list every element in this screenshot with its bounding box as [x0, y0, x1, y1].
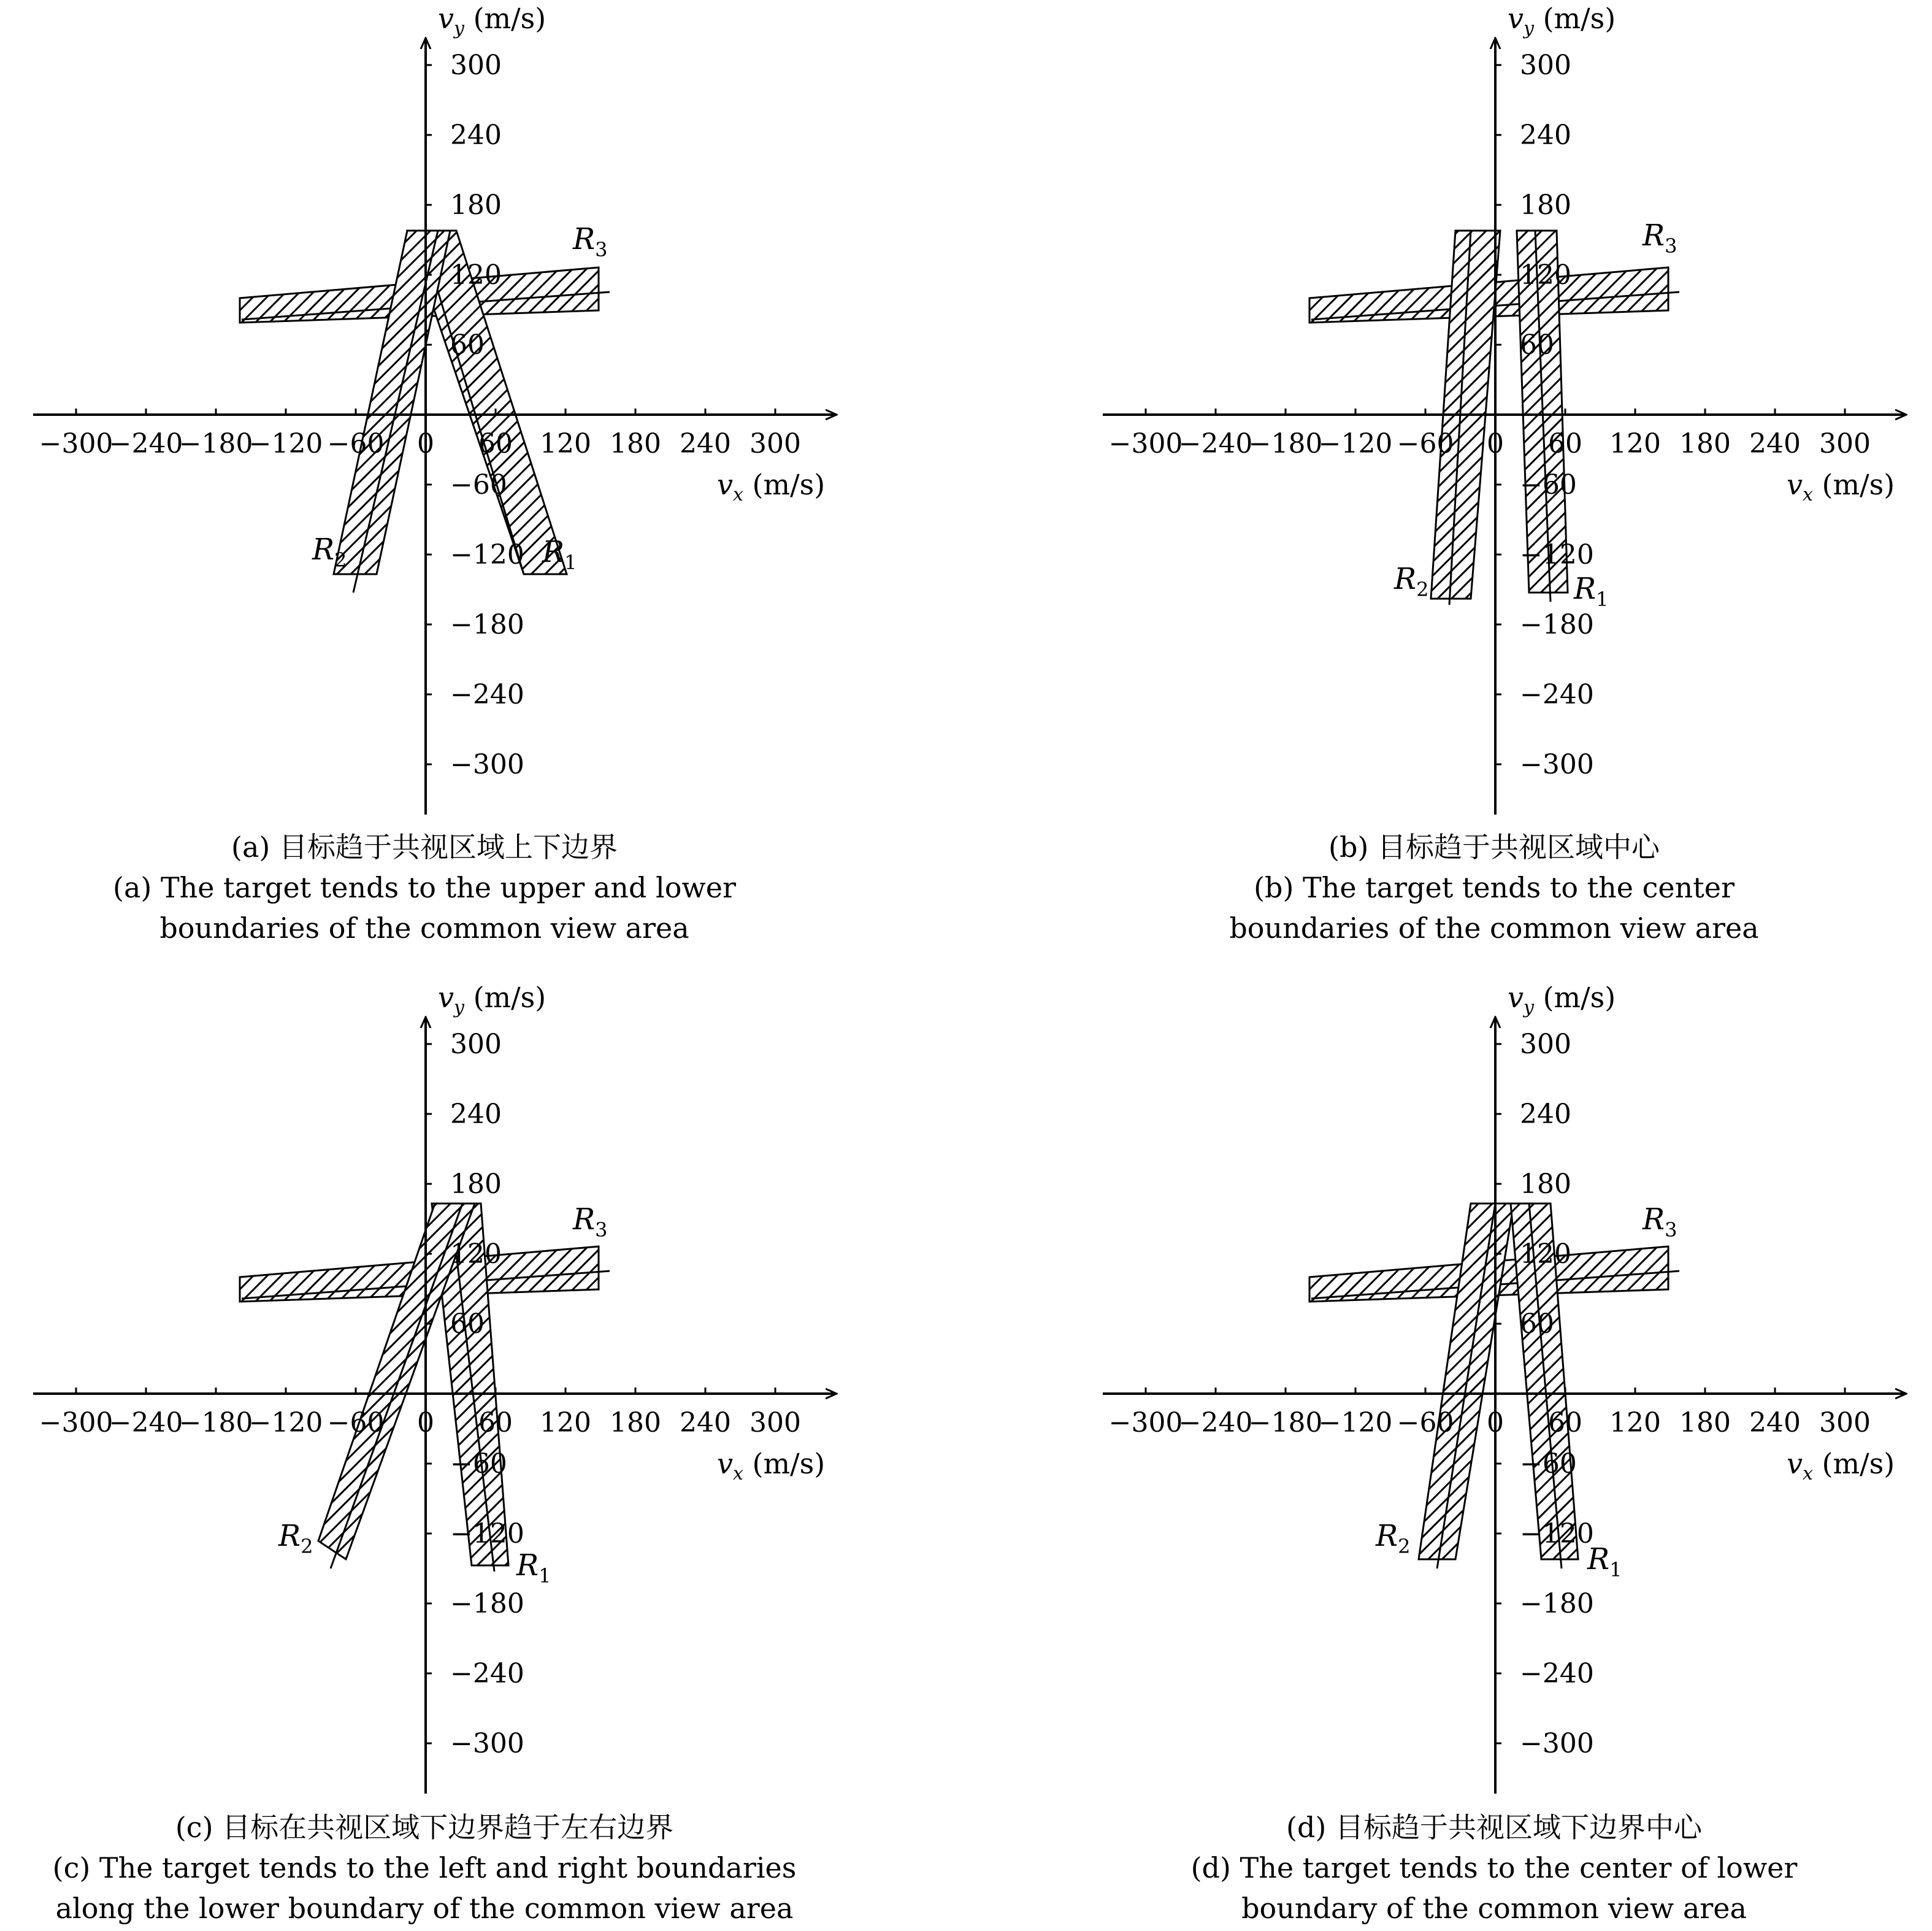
- x-tick-label: −300: [1108, 428, 1183, 459]
- x-tick-label: −300: [39, 428, 113, 459]
- region-r2-band: [334, 231, 450, 574]
- x-tick-label: −240: [1178, 1407, 1253, 1438]
- x-tick-label: 300: [749, 428, 801, 459]
- region-label-r2: $R_2$: [1376, 1519, 1411, 1558]
- x-tick-label: 180: [1679, 428, 1731, 459]
- caption-en-a-2: boundaries of the common view area: [159, 912, 689, 945]
- caption-panel-b: [1095, 827, 1893, 948]
- region-label-r1: $R_1$: [542, 535, 577, 574]
- y-tick-label: −60: [450, 469, 507, 501]
- y-tick-label: −300: [1520, 749, 1594, 780]
- x-tick-label: 60: [1548, 1407, 1582, 1438]
- x-tick-label: −180: [178, 428, 253, 459]
- y-tick-label: 180: [1520, 190, 1571, 221]
- y-tick-label: −240: [1520, 679, 1594, 710]
- caption-panel-d: [1095, 1807, 1893, 1929]
- caption-cn-d: (d) 目标趋于共视区域下边界中心: [1286, 1811, 1702, 1844]
- region-label-r3: $R_3$: [573, 1202, 608, 1242]
- x-tick-label: 0: [1487, 1407, 1504, 1438]
- y-axis-label: $v_y$ (m/s): [438, 981, 546, 1018]
- x-tick-label: −240: [1178, 428, 1253, 459]
- y-tick-label: 300: [450, 1029, 502, 1060]
- caption-en-a-1: (a) The target tends to the upper and lower: [113, 871, 736, 904]
- caption-cn-c: (c) 目标在共视区域下边界趋于左右边界: [175, 1811, 674, 1844]
- region-label-r2: $R_2$: [278, 1519, 313, 1558]
- y-axis-label: $v_y$ (m/s): [1508, 981, 1616, 1018]
- y-tick-label: −120: [1520, 539, 1594, 570]
- y-tick-label: −180: [450, 609, 524, 640]
- x-tick-label: 60: [478, 428, 513, 459]
- x-tick-label: −120: [1318, 428, 1393, 459]
- y-tick-label: 60: [1520, 1308, 1554, 1340]
- region-r2-center-line: [331, 1204, 462, 1568]
- y-tick-label: −60: [1520, 1448, 1577, 1480]
- x-tick-label: 300: [749, 1407, 801, 1438]
- y-tick-label: 120: [450, 1238, 502, 1270]
- x-tick-label: 0: [1487, 428, 1504, 459]
- y-tick-label: −60: [450, 1448, 507, 1480]
- region-label-r3: $R_3$: [1643, 1202, 1677, 1242]
- x-axis-label: $v_x$ (m/s): [717, 1447, 826, 1484]
- x-tick-label: −240: [109, 428, 183, 459]
- y-tick-label: 240: [450, 120, 502, 151]
- caption-en-d-2: boundary of the common view area: [1241, 1892, 1747, 1925]
- y-tick-label: −300: [1520, 1728, 1594, 1759]
- x-tick-label: −180: [1248, 1407, 1323, 1438]
- x-tick-label: 240: [680, 428, 731, 459]
- y-tick-label: 240: [1520, 120, 1571, 151]
- velocity-plot-c: [33, 981, 837, 1794]
- y-axis-label: $v_y$ (m/s): [438, 2, 546, 39]
- caption-cn-b: (b) 目标趋于共视区域中心: [1328, 831, 1660, 864]
- region-label-r2: $R_2$: [312, 532, 347, 572]
- x-tick-label: 300: [1819, 1407, 1871, 1438]
- x-tick-label: −60: [1397, 1407, 1454, 1438]
- y-tick-label: 240: [450, 1099, 502, 1130]
- y-tick-label: 180: [450, 190, 502, 221]
- x-tick-label: 180: [610, 1407, 661, 1438]
- y-tick-label: −240: [450, 1658, 524, 1689]
- x-tick-label: −180: [1248, 428, 1323, 459]
- x-tick-label: 120: [1609, 1407, 1661, 1438]
- x-tick-label: −120: [1318, 1407, 1393, 1438]
- caption-en-c-1: (c) The target tends to the left and right boundaries: [52, 1851, 797, 1884]
- x-tick-label: −60: [327, 428, 385, 459]
- region-label-r3: $R_3$: [1643, 218, 1677, 258]
- x-tick-label: 60: [1548, 428, 1582, 459]
- x-tick-label: −60: [327, 1407, 385, 1438]
- y-tick-label: −120: [1520, 1518, 1594, 1549]
- x-tick-label: 240: [1749, 428, 1801, 459]
- y-tick-label: 240: [1520, 1099, 1571, 1130]
- velocity-plot-a: [33, 2, 837, 815]
- y-tick-label: −120: [450, 539, 524, 570]
- y-tick-label: 300: [1520, 1029, 1571, 1060]
- y-tick-label: 120: [1520, 259, 1571, 291]
- caption-en-b-2: boundaries of the common view area: [1229, 912, 1759, 945]
- x-tick-label: 0: [417, 1407, 434, 1438]
- y-tick-label: 300: [1520, 50, 1571, 81]
- x-axis-label: $v_x$ (m/s): [1787, 468, 1895, 505]
- x-tick-label: −300: [39, 1407, 113, 1438]
- caption-panel-a: [26, 827, 823, 948]
- y-tick-label: 180: [450, 1169, 502, 1200]
- x-tick-label: 120: [1609, 428, 1661, 459]
- y-tick-label: −240: [450, 679, 524, 710]
- y-tick-label: −180: [1520, 1588, 1594, 1619]
- y-tick-label: −120: [450, 1518, 524, 1549]
- y-tick-label: 120: [450, 259, 502, 291]
- x-tick-label: 120: [540, 428, 591, 459]
- y-tick-label: 60: [450, 1308, 485, 1340]
- x-tick-label: −240: [109, 1407, 183, 1438]
- y-tick-label: −300: [450, 749, 524, 780]
- y-tick-label: 180: [1520, 1169, 1571, 1200]
- y-tick-label: 120: [1520, 1238, 1571, 1270]
- x-tick-label: 60: [478, 1407, 513, 1438]
- region-label-r1: $R_1$: [1587, 1542, 1622, 1581]
- y-tick-label: 60: [1520, 329, 1554, 361]
- y-tick-label: 60: [450, 329, 485, 361]
- x-tick-label: −300: [1108, 1407, 1183, 1438]
- y-tick-label: −180: [1520, 609, 1594, 640]
- region-label-r2: $R_2$: [1394, 562, 1429, 601]
- x-tick-label: 240: [1749, 1407, 1801, 1438]
- caption-en-c-2: along the lower boundary of the common view area: [55, 1892, 794, 1925]
- x-axis-label: $v_x$ (m/s): [1787, 1447, 1895, 1484]
- velocity-plot-b: [1103, 2, 1906, 815]
- x-tick-label: −60: [1397, 428, 1454, 459]
- y-tick-label: −60: [1520, 469, 1577, 501]
- y-tick-label: −180: [450, 1588, 524, 1619]
- x-tick-label: −120: [248, 428, 323, 459]
- y-tick-label: 300: [450, 50, 502, 81]
- velocity-plot-d: [1103, 981, 1906, 1794]
- x-tick-label: −120: [248, 1407, 323, 1438]
- y-tick-label: −300: [450, 1728, 524, 1759]
- x-tick-label: 240: [680, 1407, 731, 1438]
- x-tick-label: 120: [540, 1407, 591, 1438]
- region-label-r3: $R_3$: [573, 222, 608, 261]
- caption-panel-c: [26, 1807, 823, 1929]
- y-axis-label: $v_y$ (m/s): [1508, 2, 1616, 39]
- caption-en-d-1: (d) The target tends to the center of lower: [1190, 1851, 1798, 1884]
- y-tick-label: −240: [1520, 1658, 1594, 1689]
- region-label-r1: $R_1$: [1574, 572, 1609, 611]
- x-tick-label: 180: [1679, 1407, 1731, 1438]
- caption-en-b-1: (b) The target tends to the center: [1254, 871, 1735, 904]
- x-tick-label: 0: [417, 428, 434, 459]
- region-label-r1: $R_1$: [516, 1548, 551, 1587]
- x-tick-label: −180: [178, 1407, 253, 1438]
- x-tick-label: 180: [610, 428, 661, 459]
- x-tick-label: 300: [1819, 428, 1871, 459]
- caption-cn-a: (a) 目标趋于共视区域上下边界: [231, 831, 618, 864]
- x-axis-label: $v_x$ (m/s): [717, 468, 826, 505]
